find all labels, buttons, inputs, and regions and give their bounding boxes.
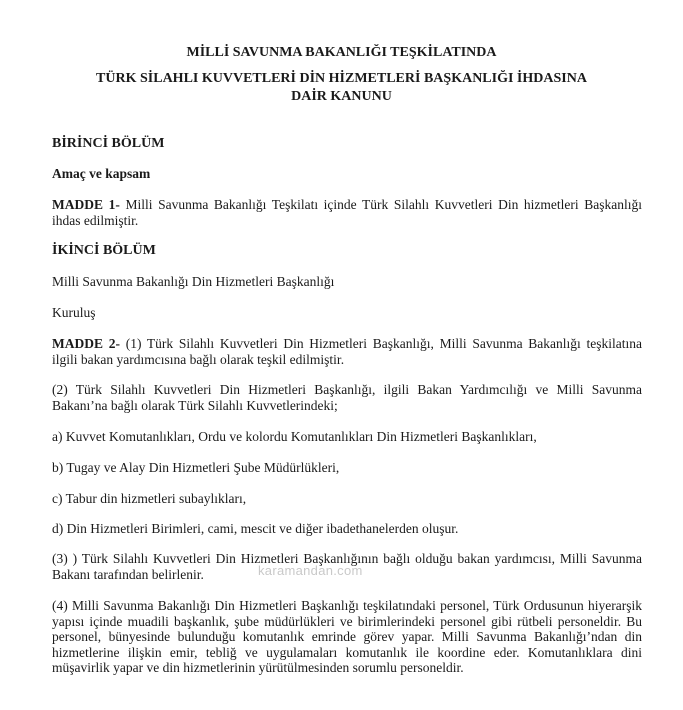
title-line-2: TÜRK SİLAHLI KUVVETLERİ DİN HİZMETLERİ BAŞKANLIĞI İHDASINA xyxy=(96,71,587,86)
article-2-label: MADDE 2- xyxy=(52,336,120,351)
article-2-text: (1) Türk Silahlı Kuvvetleri Din Hizmetleri Başkanlığı, Milli Savunma Bakanlığı teşkilatına ilgili bakan yardımcısına bağlı olarak teşkil edilmiştir. xyxy=(52,336,642,367)
article-2-paragraph xyxy=(52,336,642,368)
list-item-c: c) Tabur din hizmetleri subaylıkları, xyxy=(52,491,247,506)
list-item-b: b) Tugay ve Alay Din Hizmetleri Şube Müdürlükleri, xyxy=(52,460,340,475)
article-2-paragraph-3: (3) ) Türk Silahlı Kuvvetleri Din Hizmetleri Başkanlığının bağlı olduğu bakan yardımcısı, Milli Savunma Bakanı tarafından belirlenir. xyxy=(52,551,642,582)
title-line-1: MİLLİ SAVUNMA BAKANLIĞI TEŞKİLATINDA xyxy=(186,45,497,60)
section-2-subheading: Milli Savunma Bakanlığı Din Hizmetleri Başkanlığı xyxy=(52,274,335,289)
article-1-paragraph xyxy=(52,197,642,229)
list-item-a: a) Kuvvet Komutanlıkları, Ordu ve kolordu Komutanlıkları Din Hizmetleri Başkanlıkları, xyxy=(52,429,537,444)
watermark: karamandan.com xyxy=(258,563,363,578)
section-2-heading: İKİNCİ BÖLÜM xyxy=(52,243,156,258)
article-1-label: MADDE 1- xyxy=(52,197,120,212)
section-1-heading: BİRİNCİ BÖLÜM xyxy=(52,136,165,151)
list-item-d: d) Din Hizmetleri Birimleri, cami, mescit ve diğer ibadethanelerden oluşur. xyxy=(52,521,459,536)
article-1-text: Milli Savunma Bakanlığı Teşkilatı içinde Türk Silahlı Kuvvetleri Din hizmetleri Başkanlığı ihdas edilmiştir. xyxy=(52,197,642,228)
section-1-subheading: Amaç ve kapsam xyxy=(52,166,151,181)
article-2-paragraph-4: (4) Milli Savunma Bakanlığı Din Hizmetleri Başkanlığı teşkilatındaki personel, Türk Ordusunun hiyerarşik yapısı içinde muadili başkanlık, şube müdürlükleri ve birimlerindeki personel gibi rütbeli personeldir. Bu personel, bünyesinde bulunduğu komutanlık emrinde görev yapar. Milli Savunma Bakanlığı’ndan din hizmetlerine ilişkin emir, tebliğ ve uygulamaları komutanlık ile koordine eder. Komutanlıklara dini müşavirlik yapar ve din hizmetlerinin yürütülmesinden sorumlu personeldir. xyxy=(52,598,642,675)
kurulus-heading: Kuruluş xyxy=(52,305,96,320)
article-2-paragraph-2: (2) Türk Silahlı Kuvvetleri Din Hizmetleri Başkanlığı, ilgili Bakan Yardımcılığı ve Milli Savunma Bakanı’na bağlı olarak Türk Silahlı Kuvvetlerindeki; xyxy=(52,382,642,413)
title-line-3: DAİR KANUNU xyxy=(291,89,392,104)
